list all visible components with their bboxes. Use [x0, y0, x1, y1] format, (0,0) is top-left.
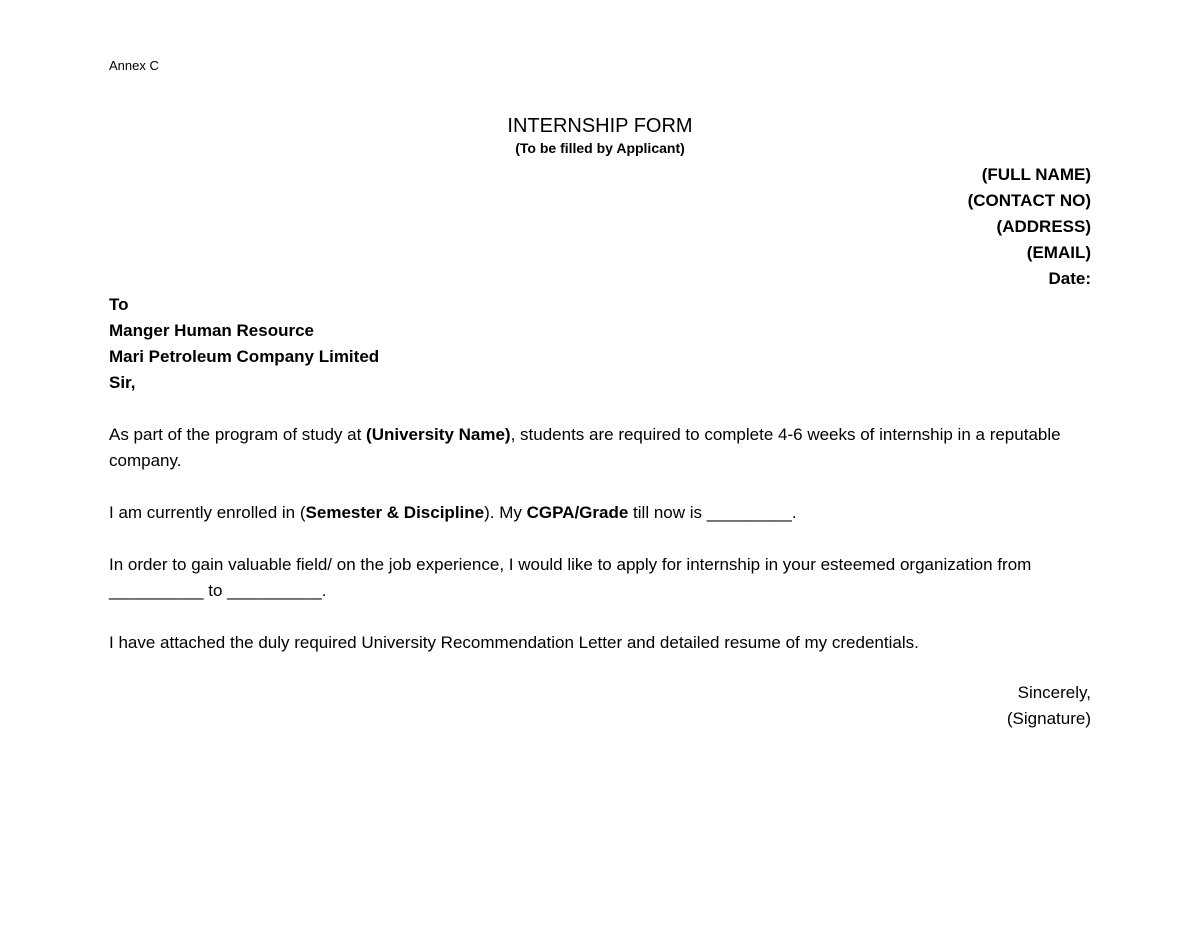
applicant-email: (EMAIL)	[1026, 243, 1091, 262]
annex-label: Annex C	[109, 58, 159, 73]
cgpa-label: CGPA/Grade	[526, 503, 629, 522]
closing-sincerely: Sincerely,	[1017, 683, 1091, 702]
closing-block	[1007, 680, 1091, 732]
title-block	[0, 114, 1200, 158]
paragraph-attachments: I have attached the duly required University Recommendation Letter and detailed resume of my credentials.	[109, 633, 919, 652]
p1-text-a: As part of the program of study at	[109, 425, 367, 444]
applicant-details	[968, 162, 1091, 292]
addressee-company: Mari Petroleum Company Limited	[109, 347, 380, 366]
paragraph-apply: In order to gain valuable field/ on the job experience, I would like to apply for internship in your esteemed organization from __________ to __________.	[109, 555, 1032, 600]
p2-text-e: till now is _________.	[628, 503, 797, 522]
form-title: INTERNSHIP FORM	[507, 115, 693, 137]
university-name-placeholder: (University Name)	[366, 425, 511, 444]
addressee-position: Manger Human Resource	[109, 321, 314, 340]
letter-body	[109, 422, 1089, 682]
applicant-date: Date:	[1048, 269, 1091, 288]
p2-text-a: I am currently enrolled in (	[109, 503, 306, 522]
paragraph-enrollment	[109, 500, 1089, 526]
addressee-block	[109, 292, 379, 396]
p2-text-c: ). My	[484, 503, 527, 522]
applicant-address: (ADDRESS)	[996, 217, 1091, 236]
closing-signature: (Signature)	[1006, 709, 1091, 728]
p1-text-c: , students are required to complete 4-6 weeks of internship in a reputable company.	[109, 425, 1061, 470]
salutation: Sir,	[109, 373, 136, 392]
form-subtitle: (To be filled by Applicant)	[515, 140, 685, 156]
semester-discipline-placeholder: Semester & Discipline	[305, 503, 485, 522]
applicant-full-name: (FULL NAME)	[981, 165, 1091, 184]
addressee-to: To	[109, 295, 129, 314]
paragraph-program	[109, 422, 1089, 474]
applicant-contact: (CONTACT NO)	[967, 191, 1091, 210]
